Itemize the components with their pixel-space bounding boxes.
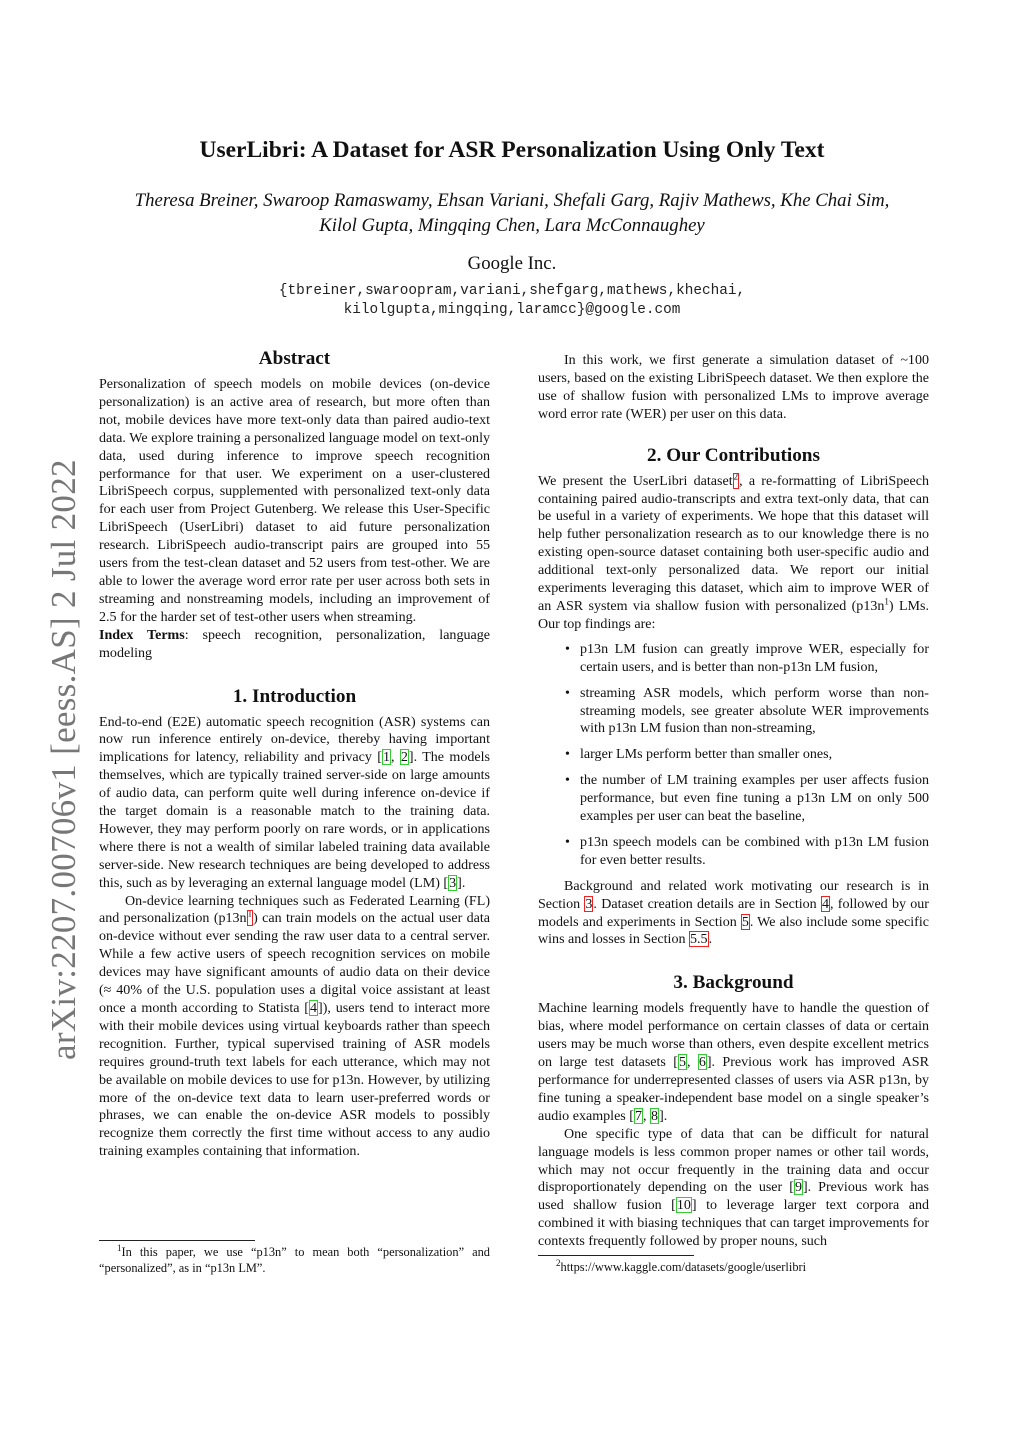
bg-p2-text-c: ] to leverage larger text corpora and combined it with biasing techniques that can target improvements for contexts frequently followed by proper nouns, such	[538, 1197, 929, 1250]
section-3-link[interactable]: 3	[585, 895, 593, 912]
contributions-paragraph	[538, 470, 929, 634]
right-intro-paragraph: In this work, we first generate a simulation dataset of ~100 users, based on the existing LibriSpeech dataset. We then explore the use of shallow fusion with personalized LMs to improve average word error rate (WER) per user on this data.	[538, 352, 929, 422]
emails-line-2: kilolgupta,mingqing,laramcc}@google.com	[343, 302, 681, 318]
contrib-text-a: We present the UserLibri dataset	[538, 472, 733, 489]
bg-p1-sep-2: ,	[643, 1107, 651, 1124]
intro-p2-text-b: ) can train models on the actual user data on-device without ever sending the raw user data to a central server. While a few active users of speech recognition services on mobile devices may have significant amounts of audio data on their device (≈ 40% of the U.S. population uses a digital voice assistant at least once a month according to Statista [	[99, 910, 491, 1016]
right-column	[538, 352, 929, 1251]
footnote-rule-left	[99, 1240, 255, 1241]
bg-p1-text-a: Machine learning models frequently have to handle the question of bias, where model performance on certain classes of data or certain users may be much worse than others, even despite excellent metrics on large test datasets [	[538, 1000, 929, 1071]
author-emails	[0, 282, 1024, 320]
citation-10[interactable]: 10	[676, 1197, 691, 1214]
footnote-1-text: In this paper, we use “p13n” to mean both “personalization” and “personalized”, as in “p13n LM”.	[99, 1245, 490, 1275]
arxiv-identifier: arXiv:2207.00706v1 [eess.AS] 2 Jul 2022	[44, 459, 83, 1060]
abstract-heading: Abstract	[258, 348, 331, 369]
emails-line-1: {tbreiner,swaroopram,variani,shefgarg,mathews,khechai,	[278, 283, 746, 299]
authors-line-2: Kilol Gupta, Mingqing Chen, Lara McConnaughey	[319, 215, 705, 236]
section-5-5-link[interactable]: 5.5	[690, 931, 708, 948]
citation-8[interactable]: 8	[651, 1107, 659, 1124]
section-4-link[interactable]: 4	[821, 895, 829, 912]
citation-7[interactable]: 7	[634, 1107, 642, 1124]
intro-paragraph-1	[99, 714, 490, 893]
authors-line-1: Theresa Breiner, Swaroop Ramaswamy, Ehsan Variani, Shefali Garg, Rajiv Mathews, Khe Chai Sim,	[134, 190, 890, 211]
finding-item	[538, 834, 929, 870]
contrib-text-c: ) LMs. Our top findings are:	[538, 597, 929, 632]
background-heading: 3. Background	[673, 972, 794, 994]
bullet-dot-icon: •	[565, 746, 570, 763]
index-terms	[99, 627, 490, 663]
finding-item	[538, 685, 929, 739]
finding-text: p13n LM fusion can greatly improve WER, especially for certain users, and is better than non-p13n LM fusion,	[580, 640, 929, 675]
finding-text: larger LMs perform better than smaller ones,	[580, 746, 833, 763]
citation-6[interactable]: 6	[698, 1054, 706, 1071]
finding-item	[538, 746, 929, 764]
finding-item	[538, 641, 929, 677]
footnote-2	[538, 1257, 929, 1276]
paper-title: UserLibri: A Dataset for ASR Personalization Using Only Text	[199, 137, 825, 163]
left-column	[99, 347, 490, 1161]
affiliation: Google Inc.	[467, 253, 557, 274]
overview-text-c: , followed by our models and experiments in Section	[538, 895, 929, 930]
bg-p2-text-a: One specific type of data that can be difficult for natural language models is less common proper names or other tail words, which may not occur frequently in the training data and occur disproportionately depending on the user [	[538, 1125, 929, 1196]
bg-p2-text-b: ]. Previous work has used shallow fusion [	[538, 1179, 929, 1214]
bullet-dot-icon: •	[565, 684, 570, 701]
footnote-2-text: https://www.kaggle.com/datasets/google/userlibri	[560, 1260, 807, 1274]
footnote-1-marker-repeat: 1	[884, 596, 889, 607]
overview-text-e: .	[708, 931, 713, 948]
bullet-dot-icon: •	[565, 772, 570, 789]
findings-list	[538, 641, 929, 870]
contrib-text-b: , a re-formatting of LibriSpeech containing paired audio-transcripts and extra text-only data, that can be useful in a variety of experiments. We hope that this dataset will help futher personalization research as to our knowledge there is no existing open-source dataset containing both user-specific audio and additional text-only personalized data. We report our initial experiments leveraging this dataset, which aim to improve WER of an ASR system via shallow fusion with personalized (p13n	[538, 472, 929, 614]
section-overview-paragraph	[538, 878, 929, 950]
footnote-1	[99, 1242, 490, 1276]
bg-p1-sep: ,	[686, 1054, 698, 1071]
bullet-dot-icon: •	[565, 833, 570, 850]
finding-item	[538, 772, 929, 826]
intro-p2-text-a: On-device learning techniques such as Federated Learning (FL) and personalization (p13n	[99, 892, 490, 927]
intro-p1-text-c: ].	[457, 874, 466, 891]
introduction-heading: 1. Introduction	[232, 685, 357, 707]
overview-text-d: . We also include some specific wins and losses in Section	[538, 913, 929, 948]
contributions-heading: 2. Our Contributions	[647, 444, 820, 466]
abstract-text: Personalization of speech models on mobile devices (on-device personalization) is an active area of research, but more often than not, mobile devices have more text-only data than paired audio-text data. We explore training a personalized language model on text-only data, used during inference to improve speech recognition performance for that user. We experiment on a user-clustered LibriSpeech corpus, supplemented with personalized text-only data for each user from Project Gutenberg. We release this User-Specific LibriSpeech (UserLibri) dataset to aid future personalization research. LibriSpeech audio-transcript pairs are grouped into 55 users from the test-clean dataset and 52 users from test-other. We are able to lower the average word error rate per user across both sets in streaming and nonstreaming models, including an improvement of 2.5 for the harder set of test-other users when streaming.	[99, 376, 490, 625]
footnote-1-marker: 1	[247, 908, 253, 919]
overview-text-b: . Dataset creation details are in Section	[593, 895, 821, 912]
citation-4[interactable]: 4	[309, 1000, 318, 1016]
citation-1[interactable]: 1	[382, 749, 390, 766]
footnote-2-marker: 2	[733, 470, 739, 481]
index-terms-text: : speech recognition, personalization, language modeling	[99, 626, 490, 661]
author-list	[90, 188, 934, 238]
intro-p2-text-c: ]), users tend to interact more with their mobile devices using virtual keyboards rather than speech recognition. Further, typical supervised training of ASR models requires ground-truth text labels for each utterance, which may not be available on mobile devices to use for p13n. However, by utilizing more of the on-device text data to learn user-preferred words or phrases, we can enable the on-device ASR models to possibly recognize them correctly the first time without access to any audio training examples containing that information.	[99, 1000, 490, 1160]
bg-p1-text-c: ].	[659, 1107, 668, 1124]
bg-p1-text-b: ]. Previous work has improved ASR performance for underrepresented classes of users via ASR p13n, by fine tuning a speaker-independent base model on a single speaker’s audio examples [	[538, 1054, 929, 1124]
background-paragraph-1	[538, 1000, 929, 1125]
intro-p1-text-a: End-to-end (E2E) automatic speech recognition (ASR) systems can now run inference entirely on-device, thereby having important implications for latency, reliability and privacy [	[99, 713, 490, 766]
footnote-1-mark: 1	[117, 1242, 122, 1253]
index-terms-label: Index Terms	[99, 626, 185, 643]
footnote-rule-right	[538, 1255, 694, 1256]
citation-5[interactable]: 5	[678, 1054, 686, 1071]
bullet-dot-icon: •	[565, 640, 570, 657]
overview-text-a: Background and related work motivating our research is in Section	[538, 877, 929, 912]
citation-9[interactable]: 9	[794, 1179, 802, 1196]
section-5-link[interactable]: 5	[741, 913, 749, 930]
intro-p1-sep: ,	[390, 749, 400, 766]
intro-p1-text-b: ]. The models themselves, which are typically trained server-side on large amounts of audio data, can perform quite well during inference on-device if the target domain is a reasonable match to the training data. However, they may perform poorly on rare words, or in applications where there is not a wealth of similar labeled training data available server-side. New research techniques are being developed to address this, such as by leveraging an external language model (LM) [	[99, 749, 490, 891]
citation-2[interactable]: 2	[400, 749, 408, 766]
citation-3[interactable]: 3	[449, 874, 457, 891]
finding-text: the number of LM training examples per user affects fusion performance, but even fine tuning a p13n LM on only 500 examples per user can beat the baseline,	[580, 772, 929, 825]
finding-text: p13n speech models can be combined with p13n LM fusion for even better results.	[580, 833, 929, 868]
intro-paragraph-2	[99, 893, 490, 1162]
background-paragraph-2	[538, 1126, 929, 1251]
footnote-2-mark: 2	[556, 1257, 561, 1268]
finding-text: streaming ASR models, which perform worse than non-streaming models, see greater absolute WER improvements with p13n LM fusion than non-streaming,	[580, 684, 929, 737]
